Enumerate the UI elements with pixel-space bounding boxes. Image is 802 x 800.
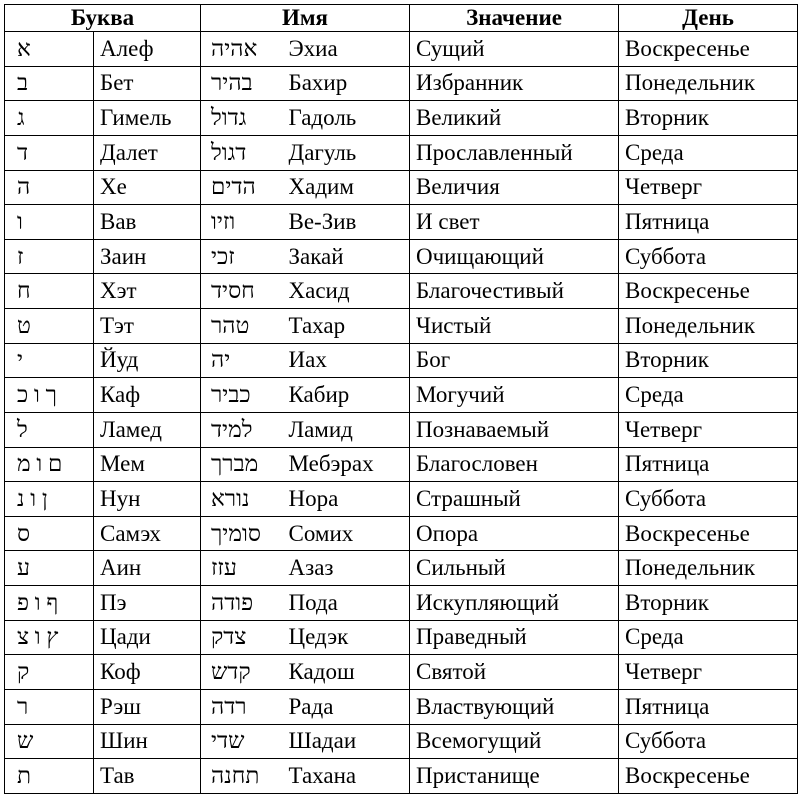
letter-name: Хе [94,170,201,205]
transliteration: Гадоль [285,101,410,136]
day: Пятница [619,689,798,724]
meaning: Очищающий [410,239,619,274]
letter-name: Цади [94,620,201,655]
day: Суббота [619,724,798,759]
transliteration: Хасид [285,274,410,309]
table-row [5,689,798,724]
day: Четверг [619,170,798,205]
letter-name: Тэт [94,309,201,344]
meaning: Избранник [410,66,619,101]
table-row [5,551,798,586]
day: Понедельник [619,66,798,101]
meaning: Пристанище [410,759,619,794]
table-row [5,447,798,482]
day: Четверг [619,412,798,447]
transliteration: Шадаи [285,724,410,759]
transliteration: Хадим [285,170,410,205]
transliteration: Пода [285,586,410,621]
hebrew-letter: ך ו כ [5,378,94,413]
hebrew-name: למיד [201,412,285,447]
hebrew-name: חסיד [201,274,285,309]
letter-name: Гимель [94,101,201,136]
day: Среда [619,135,798,170]
transliteration: Азаз [285,551,410,586]
hebrew-name: שדי [201,724,285,759]
transliteration: Закай [285,239,410,274]
meaning: Искупляющий [410,586,619,621]
hebrew-letter: ת [5,759,94,794]
table-row [5,274,798,309]
hebrew-letter: ט [5,309,94,344]
hebrew-name: יה [201,343,285,378]
day: Четверг [619,655,798,690]
letter-name: Мем [94,447,201,482]
header-row [5,5,798,32]
letter-name: Коф [94,655,201,690]
hebrew-letter: י [5,343,94,378]
day: Вторник [619,101,798,136]
header-name: Имя [201,5,410,32]
transliteration: Цедэк [285,620,410,655]
hebrew-letter: ה [5,170,94,205]
hebrew-letter: ג [5,101,94,136]
letter-name: Нун [94,482,201,517]
table-row [5,482,798,517]
hebrew-name: גדול [201,101,285,136]
hebrew-name: אהיה [201,32,285,67]
day: Понедельник [619,551,798,586]
transliteration: Бахир [285,66,410,101]
hebrew-name: הדים [201,170,285,205]
header-day: День [619,5,798,32]
hebrew-name: צדק [201,620,285,655]
hebrew-letter: ר [5,689,94,724]
letter-name: Заин [94,239,201,274]
day: Вторник [619,343,798,378]
hebrew-letter: ן ו נ [5,482,94,517]
table-row [5,412,798,447]
transliteration: Ламид [285,412,410,447]
transliteration: Эхиа [285,32,410,67]
transliteration: Кабир [285,378,410,413]
hebrew-name: סומיך [201,516,285,551]
letter-name: Самэх [94,516,201,551]
table-row [5,378,798,413]
hebrew-letter: ץ ו צ [5,620,94,655]
meaning: Могучий [410,378,619,413]
hebrew-name: קדש [201,655,285,690]
hebrew-name: טהר [201,309,285,344]
hebrew-letter: ף ו פ [5,586,94,621]
letter-name: Рэш [94,689,201,724]
header-letter: Буква [5,5,201,32]
letter-name: Аин [94,551,201,586]
day: Суббота [619,482,798,517]
letter-name: Далет [94,135,201,170]
transliteration: Мебэрах [285,447,410,482]
day: Среда [619,620,798,655]
day: Воскресенье [619,274,798,309]
meaning: Чистый [410,309,619,344]
letter-name: Бет [94,66,201,101]
meaning: И свет [410,205,619,240]
day: Среда [619,378,798,413]
transliteration: Тахана [285,759,410,794]
day: Пятница [619,447,798,482]
day: Суббота [619,239,798,274]
hebrew-letter: ם ו מ [5,447,94,482]
hebrew-name: מברך [201,447,285,482]
letter-name: Йуд [94,343,201,378]
table-row [5,586,798,621]
table-row [5,620,798,655]
meaning: Всемогущий [410,724,619,759]
header-meaning: Значение [410,5,619,32]
letter-name: Пэ [94,586,201,621]
hebrew-name: נורא [201,482,285,517]
table-row [5,101,798,136]
letter-name: Тав [94,759,201,794]
hebrew-name: דגול [201,135,285,170]
meaning: Святой [410,655,619,690]
hebrew-letter: ע [5,551,94,586]
transliteration: Рада [285,689,410,724]
hebrew-name: עזז [201,551,285,586]
table-row [5,343,798,378]
day: Воскресенье [619,516,798,551]
transliteration: Дагуль [285,135,410,170]
hebrew-letter: ב [5,66,94,101]
meaning: Благочестивый [410,274,619,309]
meaning: Праведный [410,620,619,655]
transliteration: Сомих [285,516,410,551]
meaning: Величия [410,170,619,205]
hebrew-name: בהיר [201,66,285,101]
hebrew-name: וזיו [201,205,285,240]
letter-name: Ламед [94,412,201,447]
letter-name: Каф [94,378,201,413]
meaning: Сущий [410,32,619,67]
table-row [5,32,798,67]
hebrew-letter: ח [5,274,94,309]
table-row [5,135,798,170]
transliteration: Ве-Зив [285,205,410,240]
table-row [5,309,798,344]
day: Понедельник [619,309,798,344]
letters-table [4,4,798,794]
meaning: Прославленный [410,135,619,170]
table-row [5,724,798,759]
transliteration: Кадош [285,655,410,690]
table-row [5,170,798,205]
hebrew-letter: ס [5,516,94,551]
day: Пятница [619,205,798,240]
table-body [5,32,798,794]
letter-name: Алеф [94,32,201,67]
hebrew-letter: ק [5,655,94,690]
day: Воскресенье [619,759,798,794]
transliteration: Нора [285,482,410,517]
table-row [5,516,798,551]
table-row [5,239,798,274]
hebrew-name: תחנה [201,759,285,794]
meaning: Благословен [410,447,619,482]
table-row [5,66,798,101]
hebrew-name: כביר [201,378,285,413]
day: Вторник [619,586,798,621]
meaning: Страшный [410,482,619,517]
hebrew-letter: ו [5,205,94,240]
hebrew-name: פודה [201,586,285,621]
table-row [5,759,798,794]
letter-name: Вав [94,205,201,240]
hebrew-letter: ש [5,724,94,759]
hebrew-name: זכי [201,239,285,274]
hebrew-letter: א [5,32,94,67]
meaning: Властвующий [410,689,619,724]
letter-name: Хэт [94,274,201,309]
meaning: Великий [410,101,619,136]
transliteration: Тахар [285,309,410,344]
hebrew-name: רדה [201,689,285,724]
meaning: Познаваемый [410,412,619,447]
day: Воскресенье [619,32,798,67]
transliteration: Иах [285,343,410,378]
hebrew-letter: ל [5,412,94,447]
hebrew-letter: ז [5,239,94,274]
meaning: Бог [410,343,619,378]
letter-name: Шин [94,724,201,759]
table-row [5,655,798,690]
hebrew-letter: ד [5,135,94,170]
table-row [5,205,798,240]
meaning: Сильный [410,551,619,586]
meaning: Опора [410,516,619,551]
